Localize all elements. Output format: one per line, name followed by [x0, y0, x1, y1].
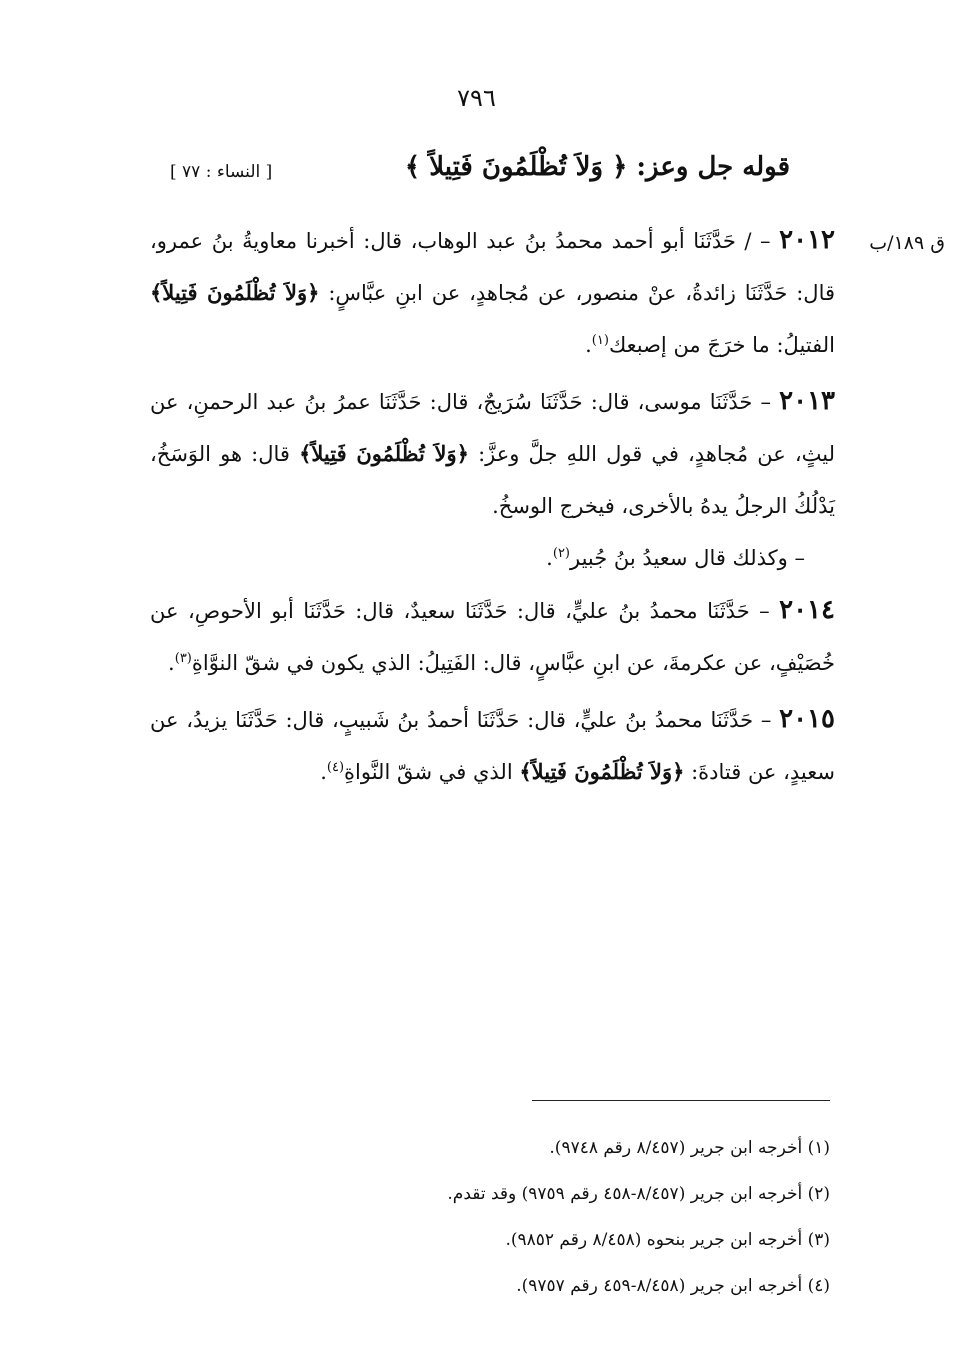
- paragraph-text-after: الذي في شقّ النَّواةِ: [344, 760, 513, 784]
- quran-verse: ﴿وَلاَ تُظْلَمُونَ فَتِيلاً﴾: [519, 759, 685, 784]
- footnote-ref: (٣): [174, 651, 192, 666]
- paragraph-number: ٢٠١٥: [779, 704, 835, 734]
- paragraph-number: ٢٠١٤: [779, 595, 835, 625]
- paragraph-end: .: [585, 333, 592, 357]
- page-number: ٧٩٦: [457, 84, 496, 112]
- paragraph-text-after: قال: هو الوَسَخُ، يَدْلُكُ الرجلُ يدهُ بالأخرى، فيخرج الوسخُ.: [150, 442, 835, 518]
- hadith-paragraph-2015: [150, 693, 835, 798]
- footnote-ref: (٢): [552, 546, 570, 561]
- hadith-paragraph-2013: [150, 375, 835, 532]
- footnote-3: (٣) أخرجه ابن جرير بنحوه (٨/٤٥٨ رقم ٩٨٥٢).: [505, 1230, 830, 1250]
- paragraph-text-after: الفتيلُ: ما خرَجَ من إصبعك: [608, 333, 835, 357]
- section-heading: [170, 152, 790, 202]
- paragraph-number: ٢٠١٣: [779, 386, 835, 416]
- paragraph-text: – حَدَّثَنَا موسى، قال: حَدَّثَنَا سُرَيجٌ، قال: حَدَّثَنَا عمرُ بنُ عبد الرحمنِ، عن ليثٍ، عن مُجاهدٍ، في قول اللهِ جلَّ وعزَّ:: [150, 390, 835, 466]
- main-text: [150, 214, 835, 798]
- surah-reference: [ النساء : ٧٧ ]: [170, 162, 273, 182]
- heading-title: قوله جل وعز: ﴿ وَلاَ تُظْلَمُونَ فَتِيلاً ﴾: [404, 152, 790, 182]
- manuscript-margin-note: ق ١٨٩/ب: [869, 232, 945, 254]
- paragraph-end: .: [320, 760, 327, 784]
- footnote-divider: [532, 1100, 830, 1101]
- paragraph-number: ٢٠١٢: [779, 225, 835, 255]
- paragraph-text: – حَدَّثَنَا محمدُ بنُ عليٍّ، قال: حَدَّثَنَا أحمدُ بنُ شَبيبٍ، قال: حَدَّثَنَا يزيدُ، عن سعيدٍ، عن قتادةَ:: [150, 708, 835, 784]
- hadith-paragraph-2012: [150, 214, 835, 371]
- footnote-1: (١) أخرجه ابن جرير (٨/٤٥٧ رقم ٩٧٤٨).: [549, 1138, 830, 1158]
- also-end: .: [546, 546, 553, 570]
- paragraph-text: – حَدَّثَنَا محمدُ بنُ عليٍّ، قال: حَدَّثَنَا سعيدٌ، قال: حَدَّثَنَا أبو الأحوصِ، عن خُصَيْفٍ، عن عكرمةَ، عن ابنِ عبَّاسٍ، قال: الفَتِيلُ: الذي يكون في شقّ النوَّاةِ: [150, 599, 835, 675]
- quran-verse: ﴿وَلاَ تُظْلَمُونَ فَتِيلاً﴾: [150, 280, 320, 305]
- hadith-paragraph-2014: [150, 584, 835, 689]
- footnote-ref: (١): [591, 333, 609, 348]
- quran-verse: ﴿وَلاَ تُظْلَمُونَ فَتِيلاً﴾: [299, 441, 469, 466]
- also-narrated-line: [150, 532, 835, 584]
- footnotes: [210, 1125, 830, 1309]
- also-text: – وكذلك قال سعيدُ بنُ جُبير: [570, 546, 805, 570]
- footnote-2: (٢) أخرجه ابن جرير (٨/٤٥٧-٤٥٨ رقم ٩٧٥٩) وقد تقدم.: [447, 1184, 830, 1204]
- footnote-4: (٤) أخرجه ابن جرير (٨/٤٥٨-٤٥٩ رقم ٩٧٥٧).: [516, 1276, 830, 1296]
- paragraph-end: .: [168, 651, 175, 675]
- footnote-ref: (٤): [326, 760, 345, 775]
- paragraph-text: – / حَدَّثَنَا أبو أحمد محمدُ بنُ عبد الوهاب، قال: أخبرنا معاويةُ بنُ عمرو، قال: حَدَّثَنَا زائدةُ، عنْ منصور، عن مُجاهدٍ، عن ابنِ عبَّاسٍ:: [150, 229, 836, 305]
